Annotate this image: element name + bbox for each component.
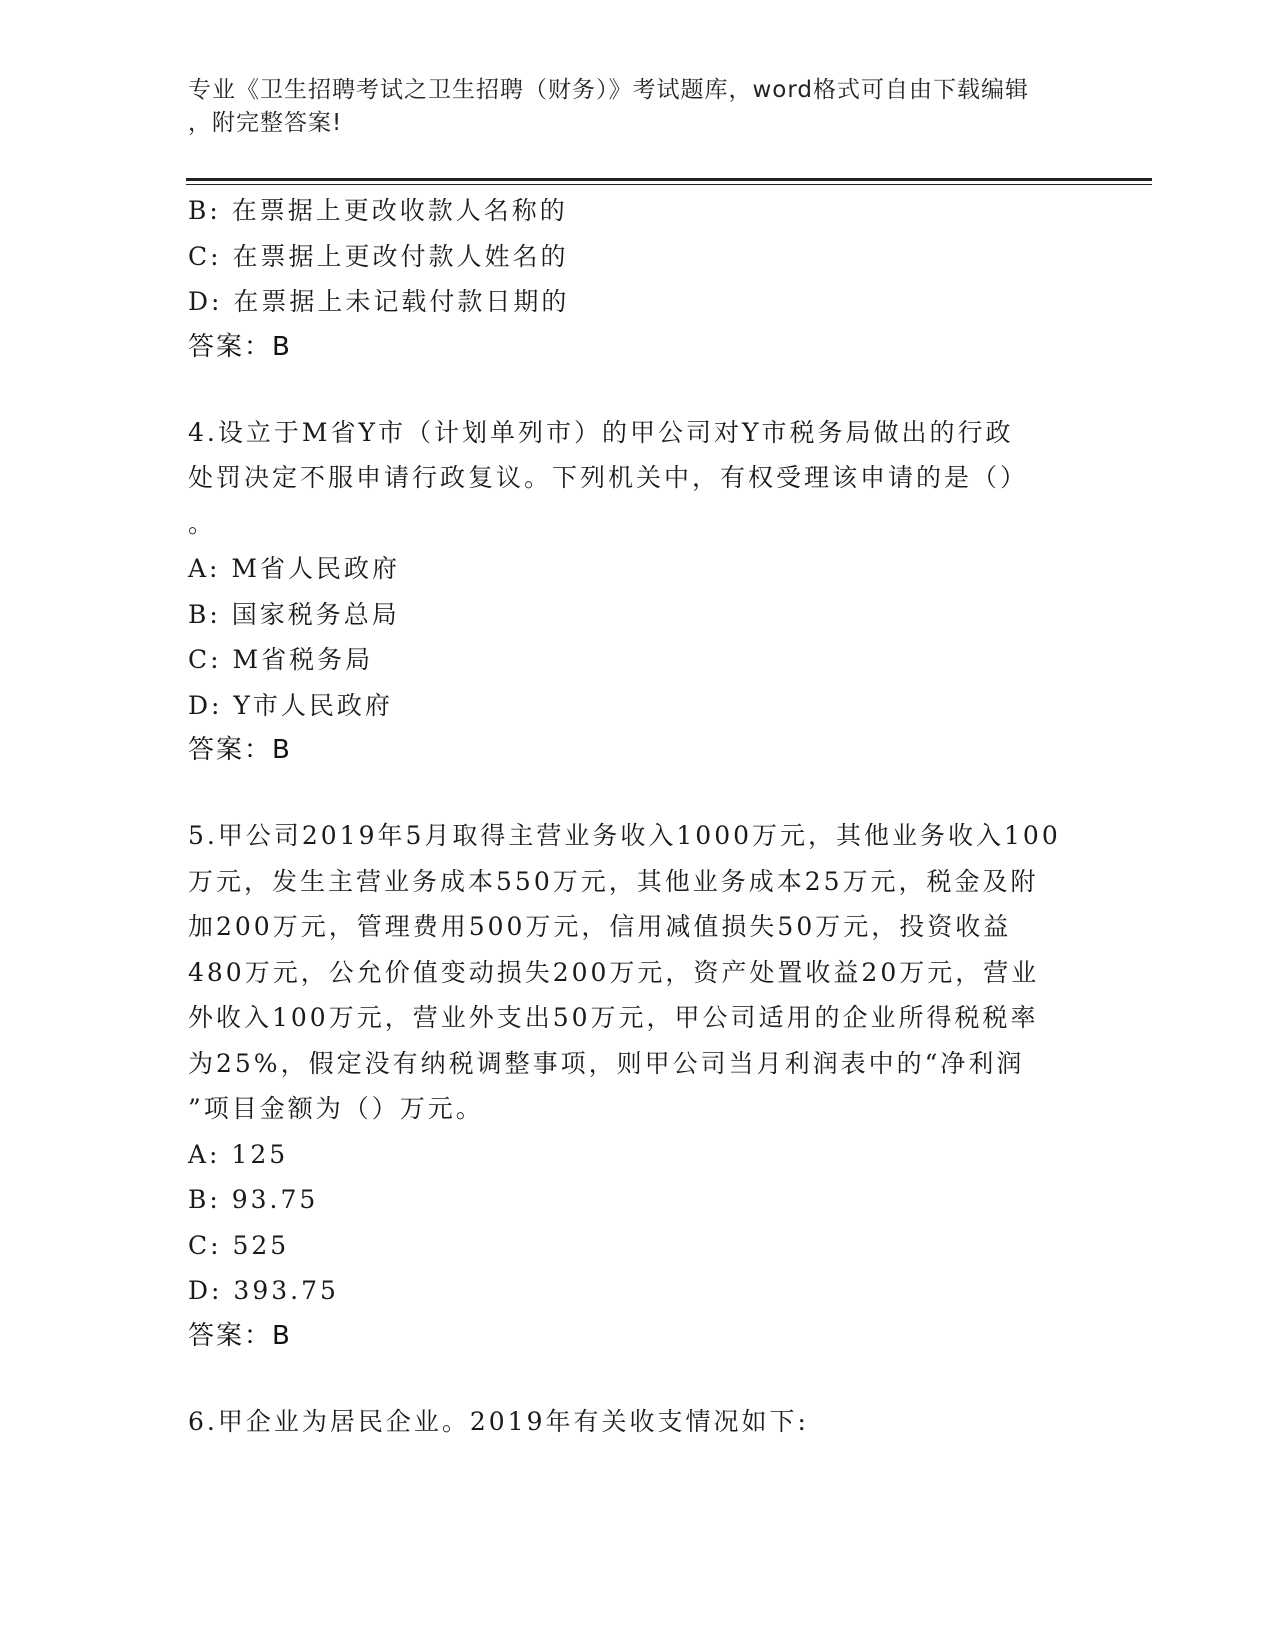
- option-d: D: 在票据上未记载付款日期的: [188, 287, 570, 316]
- option-a: A: M省人民政府: [188, 554, 401, 583]
- option-d: D: Y市人民政府: [188, 690, 393, 720]
- question-4-options: [188, 546, 1088, 728]
- question-5-line: 加200万元，管理费用500万元，信用减值损失50万元，投资收益: [188, 912, 1012, 941]
- option-b: B: 国家税务总局: [188, 599, 400, 629]
- option-c: C: 525: [188, 1230, 290, 1260]
- question-5-line: 480万元，公允价值变动损失200万元，资产处置收益20万元，营业: [188, 957, 1040, 987]
- question-5-answer: 答案：B: [188, 1320, 292, 1351]
- option-c: C: 在票据上更改付款人姓名的: [188, 241, 569, 271]
- option-b: B: 93.75: [188, 1185, 319, 1214]
- question-5-line: 5.甲公司2019年5月取得主营业务收入1000万元，其他业务收入100: [188, 821, 1061, 850]
- question-5-options: [188, 1132, 1088, 1314]
- question-3-answer: 答案：B: [188, 331, 292, 362]
- question-4-line: 4.设立于M省Y市（计划单列市）的甲公司对Y市税务局做出的行政: [188, 417, 1014, 447]
- question-6-line: 6.甲企业为居民企业。2019年有关收支情况如下:: [188, 1406, 809, 1436]
- question-5-line: 外收入100万元，营业外支出50万元，甲公司适用的企业所得税税率: [188, 1003, 1039, 1032]
- option-b: B: 在票据上更改收款人名称的: [188, 196, 568, 225]
- header-divider-thick: [186, 178, 1152, 181]
- document-header: [188, 74, 1068, 140]
- header-line-1: 专业《卫生招聘考试之卫生招聘（财务）》考试题库，word格式可自由下载编辑: [188, 77, 1030, 103]
- question-6-stem: [188, 1399, 1088, 1445]
- header-line-2: ，附完整答案!: [188, 110, 343, 136]
- option-a: A: 125: [188, 1139, 289, 1169]
- header-divider-thin: [186, 184, 1152, 185]
- question-4-stem: [188, 410, 1088, 547]
- question-5-line: 万元，发生主营业务成本550万元，其他业务成本25万元，税金及附: [188, 866, 1039, 896]
- question-5-line: 为25%，假定没有纳税调整事项，则甲公司当月利润表中的“净利润: [188, 1048, 1025, 1078]
- option-d: D: 393.75: [188, 1276, 339, 1305]
- question-4-line: 处罚决定不服申请行政复议。下列机关中，有权受理该申请的是（）: [188, 463, 1029, 492]
- question-3-options: [188, 188, 1088, 325]
- question-content: [188, 188, 1088, 1444]
- question-5-stem: [188, 813, 1088, 1132]
- question-4-answer: 答案：B: [188, 735, 292, 765]
- question-4-line: 。: [188, 508, 217, 538]
- question-5-line: ”项目金额为（）万元。: [188, 1094, 484, 1123]
- option-c: C: M省税务局: [188, 645, 374, 674]
